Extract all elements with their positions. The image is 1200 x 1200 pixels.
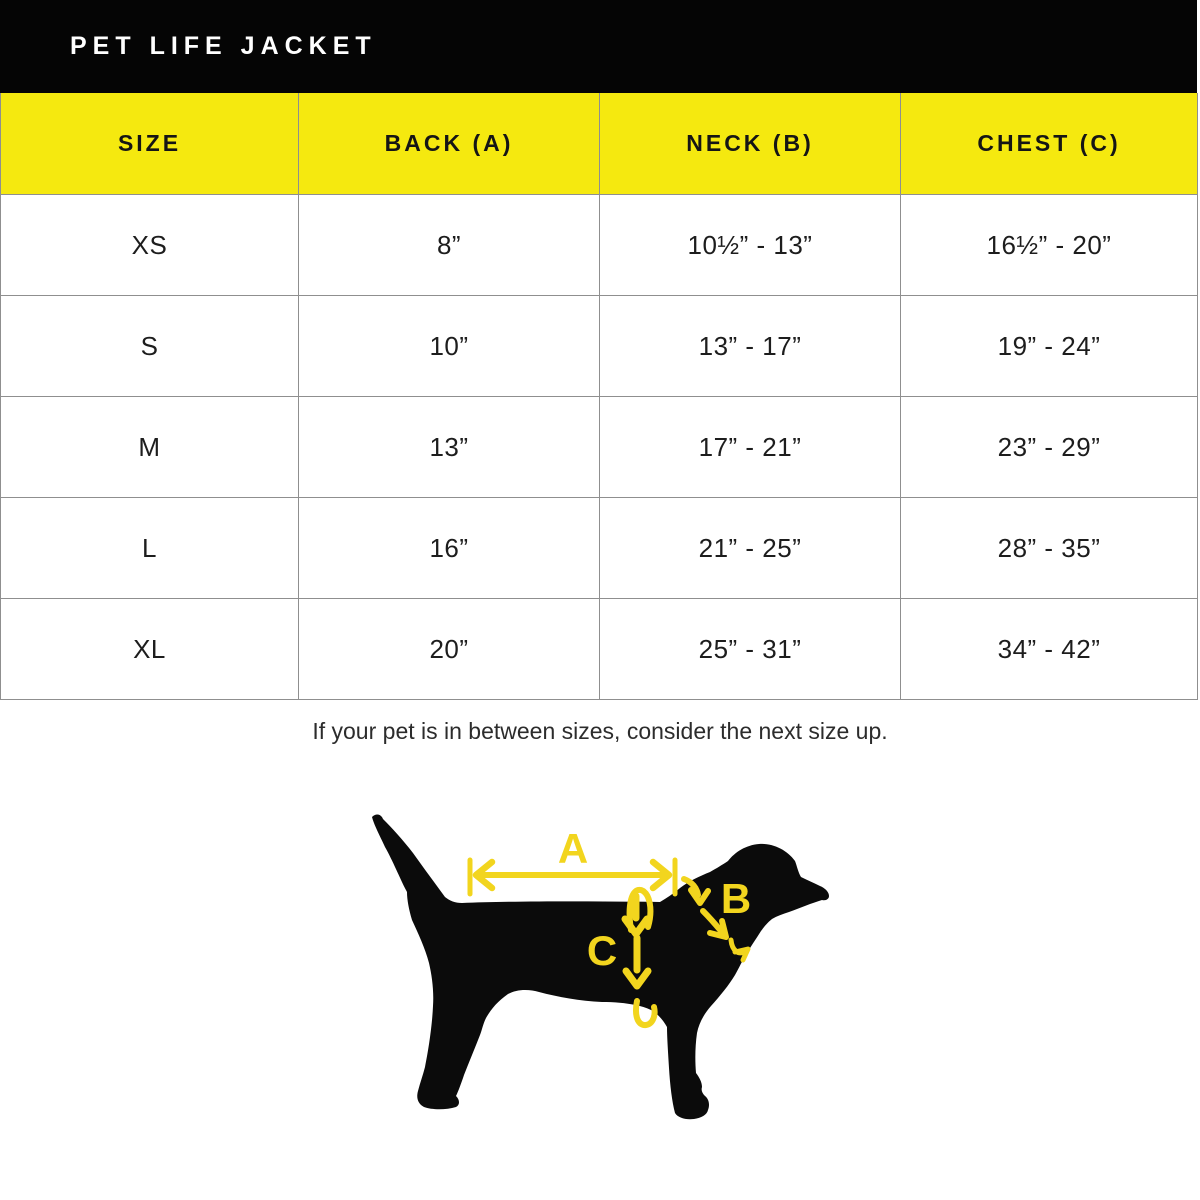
table-row-m: [1, 397, 1198, 498]
back-value: 16”: [299, 498, 600, 599]
back-value: 20”: [299, 599, 600, 700]
size-value: L: [1, 498, 299, 599]
measurement-diagram: [340, 780, 860, 1200]
size-value: XL: [1, 599, 299, 700]
column-header-size: SIZE: [1, 93, 299, 195]
neck-value: 25” - 31”: [600, 599, 901, 700]
chest-label: C: [586, 927, 618, 974]
size-value: M: [1, 397, 299, 498]
size-value: S: [1, 296, 299, 397]
table-row-l: [1, 498, 1198, 599]
back-value: 13”: [299, 397, 600, 498]
dog-measurement-svg: [340, 780, 860, 1200]
column-header-neck: NECK (B): [600, 93, 901, 195]
chest-value: 16½” - 20”: [901, 195, 1198, 296]
neck-value: 13” - 17”: [600, 296, 901, 397]
size-chart-header: [1, 93, 1198, 195]
neck-value: 10½” - 13”: [600, 195, 901, 296]
column-header-back: BACK (A): [299, 93, 600, 195]
chart-title: PET LIFE JACKET: [70, 32, 377, 60]
size-chart-table: [0, 93, 1198, 700]
neck-value: 17” - 21”: [600, 397, 901, 498]
size-value: XS: [1, 195, 299, 296]
size-chart-body: [1, 195, 1198, 700]
table-row-xs: [1, 195, 1198, 296]
chest-value: 28” - 35”: [901, 498, 1198, 599]
header-row: [1, 93, 1198, 195]
chest-value: 19” - 24”: [901, 296, 1198, 397]
back-value: 10”: [299, 296, 600, 397]
title-banner: [0, 0, 1197, 93]
chest-value: 34” - 42”: [901, 599, 1198, 700]
back-value: 8”: [299, 195, 600, 296]
table-row-xl: [1, 599, 1198, 700]
back-label: A: [557, 825, 589, 872]
neck-value: 21” - 25”: [600, 498, 901, 599]
table-row-s: [1, 296, 1198, 397]
sizing-note: If your pet is in between sizes, consider the next size up.: [312, 718, 888, 744]
column-header-chest: CHEST (C): [901, 93, 1198, 195]
neck-label: B: [720, 875, 752, 922]
chest-value: 23” - 29”: [901, 397, 1198, 498]
